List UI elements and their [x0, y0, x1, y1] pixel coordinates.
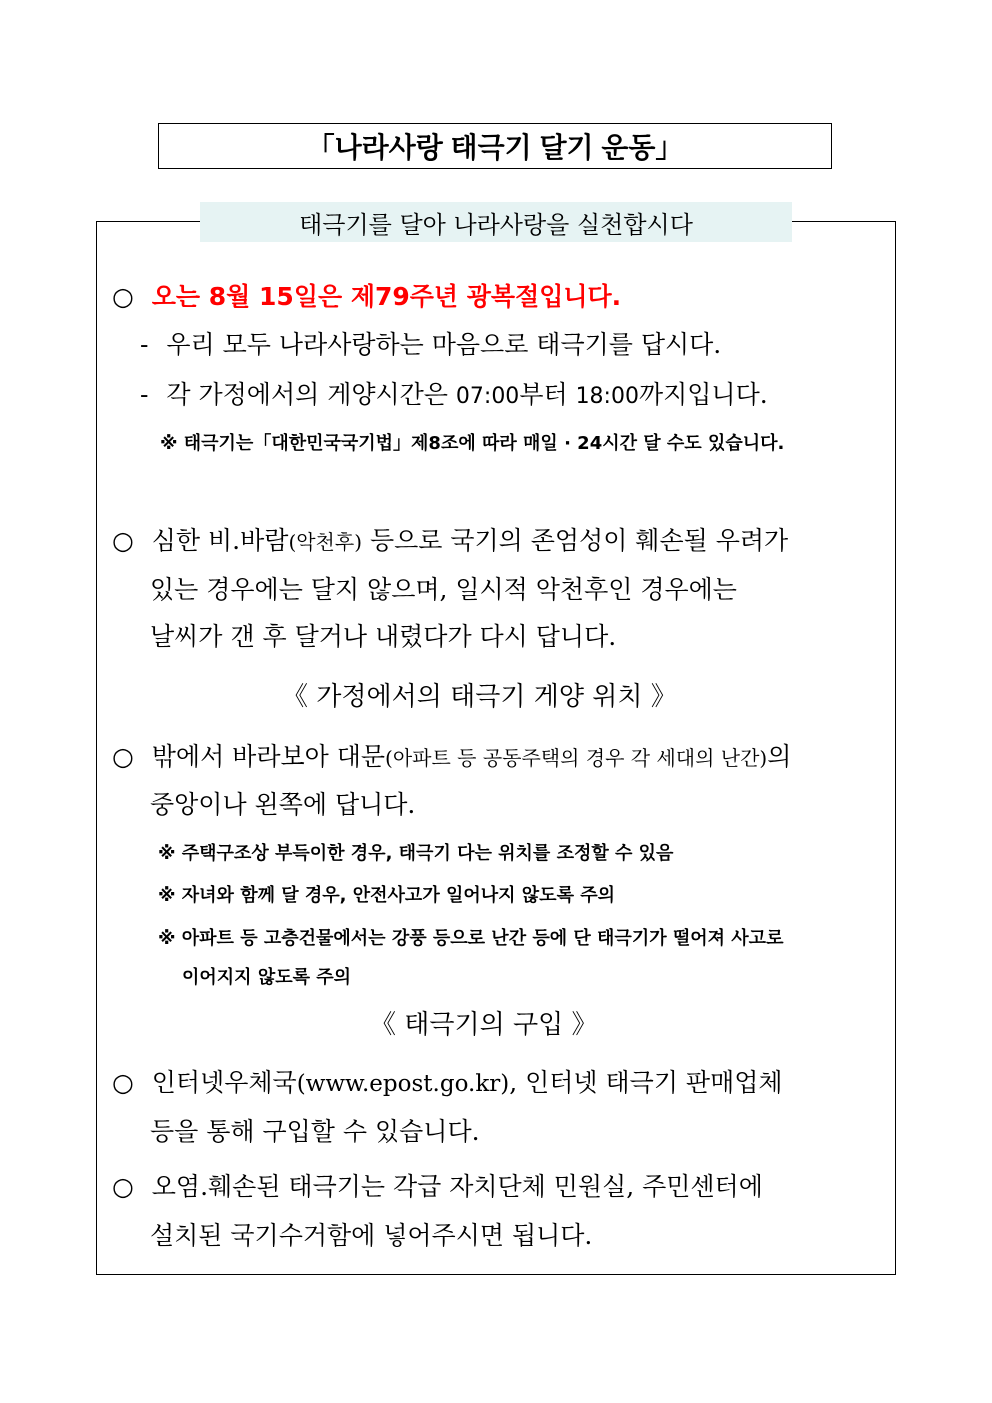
section1-note: ※ 태극기는「대한민국국기법」제8조에 따라 매일 · 24시간 달 수도 있습니다.	[160, 433, 785, 454]
document-title	[158, 123, 832, 169]
section3-line1	[112, 742, 791, 773]
section2-line1-paren: (악천후)	[288, 530, 363, 554]
section1-line2-post: 까지입니다.	[638, 380, 768, 409]
section4-line1	[112, 1068, 783, 1099]
section2-line1-post: 등으로 국기의 존엄성이 훼손될 우려가	[362, 526, 789, 555]
location-heading: 《 가정에서의 태극기 게양 위치 》	[282, 682, 677, 712]
bullet-circle: ○	[112, 526, 134, 555]
section3-line1-pre: 밖에서 바라보아 대문	[151, 742, 386, 771]
section3-line2: 중앙이나 왼쪽에 답니다.	[150, 790, 416, 819]
section4-line2: 등을 통해 구입할 수 있습니다.	[150, 1117, 480, 1146]
section3-line1-paren: (아파트 등 공동주택의 경우 각 세대의 난간)	[385, 746, 768, 770]
section1-headline: 오는 8월 15일은 제79주년 광복절입니다.	[151, 282, 622, 311]
document-title-text: 「나라사랑 태극기 달기 운동」	[306, 132, 684, 163]
purchase-heading: 《 태극기의 구입 》	[370, 1010, 598, 1040]
section3-note2: ※ 자녀와 함께 달 경우, 안전사고가 일어나지 않도록 주의	[158, 885, 616, 906]
section3-line1-post: 의	[767, 742, 792, 771]
bullet-circle: ○	[112, 282, 134, 311]
section2-line2: 있는 경우에는 달지 않으며, 일시적 악천후인 경우에는	[150, 575, 737, 604]
section1-line2	[140, 380, 768, 412]
section3-note3a: ※ 아파트 등 고층건물에서는 강풍 등으로 난간 등에 단 태극기가 떨어져 사고로	[158, 928, 784, 949]
section3-note1: ※ 주택구조상 부득이한 경우, 태극기 다는 위치를 조정할 수 있음	[158, 843, 674, 864]
bullet-circle: ○	[112, 742, 134, 771]
section2-line3: 날씨가 갠 후 달거나 내렸다가 다시 답니다.	[150, 622, 617, 651]
section1-line2-pre: 각 가정에서의 게양시간은	[166, 380, 456, 409]
epost-url: (www.epost.go.kr)	[296, 1071, 510, 1097]
section4-line1-pre: 인터넷우체국	[151, 1068, 297, 1097]
time-start: 07:00	[455, 384, 520, 409]
section4-line1-post: , 인터넷 태극기 판매업체	[509, 1068, 783, 1097]
section5-line1	[112, 1172, 763, 1202]
section2-line1	[112, 526, 788, 557]
subtitle-band	[200, 202, 792, 242]
subtitle-text: 태극기를 달아 나라사랑을 실천합시다	[299, 210, 693, 239]
section1-line2-mid: 부터	[519, 380, 576, 409]
dash: -	[140, 330, 149, 359]
section1-line1-text: 우리 모두 나라사랑하는 마음으로 태극기를 답시다.	[166, 330, 722, 359]
section3-note3b: 이어지지 않도록 주의	[182, 967, 352, 988]
bullet-circle: ○	[112, 1172, 134, 1201]
dash: -	[140, 380, 149, 409]
section5-line2: 설치된 국기수거함에 넣어주시면 됩니다.	[150, 1221, 593, 1250]
bullet-circle: ○	[112, 1068, 134, 1097]
section5-line1-text: 오염.훼손된 태극기는 각급 자치단체 민원실, 주민센터에	[151, 1172, 763, 1201]
section2-line1-pre: 심한 비.바람	[151, 526, 289, 555]
time-end: 18:00	[575, 384, 639, 409]
section1-line1	[140, 330, 721, 360]
section1-headline-row	[112, 282, 621, 312]
